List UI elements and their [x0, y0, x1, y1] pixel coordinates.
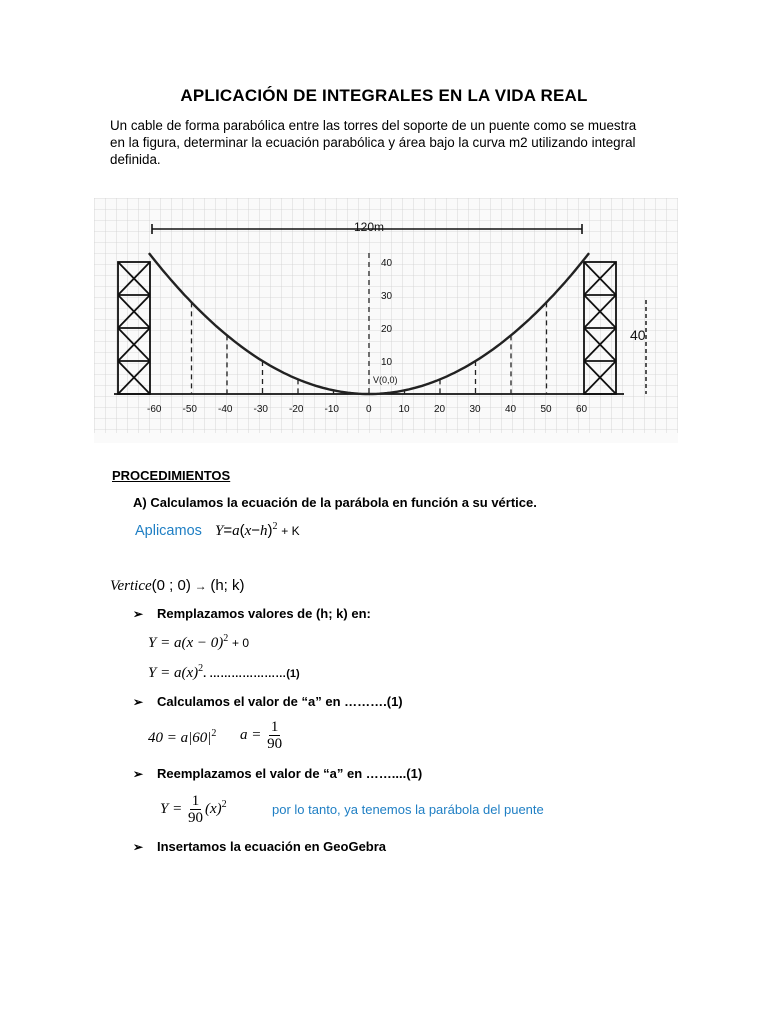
bullet-geogebra	[133, 839, 386, 854]
y-tick-label: 30	[381, 291, 393, 302]
formula-close: )	[267, 522, 273, 539]
eq3-exponent: 2	[198, 663, 204, 674]
eq6-rhs: (x)	[204, 800, 222, 817]
vertex-pair: (0 ; 0)	[151, 577, 191, 594]
formula-eq: =	[223, 522, 233, 539]
x-tick-label: -10	[324, 404, 339, 415]
bullet-text: Remplazamos valores de (h; k) en:	[157, 606, 371, 621]
fraction	[265, 719, 284, 752]
arrowhead-bullet-icon: ➢	[133, 694, 144, 709]
bullet-text: Reemplazamos el valor de “a” en ……....(1)	[157, 766, 423, 781]
eq5-lhs: a =	[240, 726, 262, 743]
formula-open: (	[239, 522, 245, 539]
arrowhead-bullet-icon: ➢	[133, 839, 144, 854]
eq3-text: Y = a(x)	[148, 665, 199, 681]
bullet-text: Insertamos la ecuación en GeoGebra	[157, 839, 387, 854]
numerator: 1	[270, 719, 279, 735]
equation-a-substitution	[148, 728, 216, 747]
bullet-replace-a	[133, 766, 422, 781]
equation-replaced	[148, 633, 249, 652]
formula-plus-k: + K	[281, 524, 300, 538]
eq6-exponent: 2	[221, 798, 227, 810]
x-tick-label: -30	[253, 404, 268, 415]
section-heading: PROCEDIMIENTOS	[112, 468, 231, 483]
equation-a-value	[240, 719, 284, 752]
vertex-label: V(0,0)	[373, 375, 398, 385]
equation-simplified	[148, 663, 300, 682]
x-tick-label: -50	[182, 404, 197, 415]
arrow-icon: →	[194, 579, 207, 593]
problem-statement: Un cable de forma parabólica entre las torres del soporte de un puente como se muestra en la figura, determinar la ecuación parabólica y área bajo la curva m2 utilizando integral definida.	[110, 118, 637, 167]
eq4-exponent: 2	[211, 728, 217, 739]
vertex-word: Vertice	[110, 578, 152, 594]
x-tick-label: 40	[505, 404, 517, 415]
aplicamos-label: Aplicamos	[135, 523, 202, 539]
y-tick-label: 40	[381, 258, 393, 269]
arrowhead-bullet-icon: ➢	[133, 606, 144, 621]
x-tick-label: -20	[289, 404, 304, 415]
denominator: 90	[267, 736, 283, 752]
fraction	[186, 793, 205, 826]
x-tick-label: 60	[576, 404, 588, 415]
x-tick-label: 50	[540, 404, 552, 415]
formula-h: h	[260, 523, 268, 539]
x-tick-label: 20	[434, 404, 446, 415]
eq4-text: 40 = a|60|	[148, 730, 212, 746]
formula-x: x	[244, 523, 252, 539]
eq2-tail: + 0	[231, 636, 249, 650]
formula-y: Y	[215, 523, 224, 539]
height-label: 40	[630, 327, 646, 343]
vertex-target: (h; k)	[210, 577, 245, 594]
x-tick-label: -40	[218, 404, 233, 415]
document-title: APLICACIÓN DE INTEGRALES EN LA VIDA REAL	[180, 86, 588, 105]
eq6-lhs: Y =	[160, 800, 183, 817]
formula-minus: −	[251, 522, 261, 539]
bullet-calc-a	[133, 694, 403, 709]
step-a-heading: A) Calculamos la ecuación de la parábola en función a su vértice.	[133, 495, 537, 510]
vertex-definition	[110, 577, 245, 595]
arrowhead-bullet-icon: ➢	[133, 766, 144, 781]
span-label: 120m	[354, 220, 385, 234]
bridge-parabola-sketch	[94, 198, 678, 443]
numerator: 1	[191, 793, 200, 809]
x-tick-label: 10	[398, 404, 410, 415]
formula-exponent: 2	[272, 521, 278, 532]
x-tick-label: 30	[469, 404, 481, 415]
eq3-tail: . …………………(1)	[203, 668, 300, 680]
final-parabola-equation	[160, 793, 227, 826]
denominator: 90	[187, 810, 203, 826]
y-tick-label: 20	[381, 324, 393, 335]
formula-a: a	[232, 523, 240, 539]
y-tick-label: 10	[381, 357, 393, 368]
vertex-form-formula	[215, 521, 300, 540]
eq2-exponent: 2	[223, 633, 229, 644]
x-tick-label: 0	[366, 404, 372, 415]
x-tick-label: -60	[147, 404, 162, 415]
eq2-text: Y = a(x − 0)	[148, 635, 224, 651]
bullet-replace-values	[133, 606, 371, 621]
conclusion-note: por lo tanto, ya tenemos la parábola del puente	[272, 802, 544, 817]
bullet-text: Calculamos el valor de “a” en ……….(1)	[157, 694, 403, 709]
